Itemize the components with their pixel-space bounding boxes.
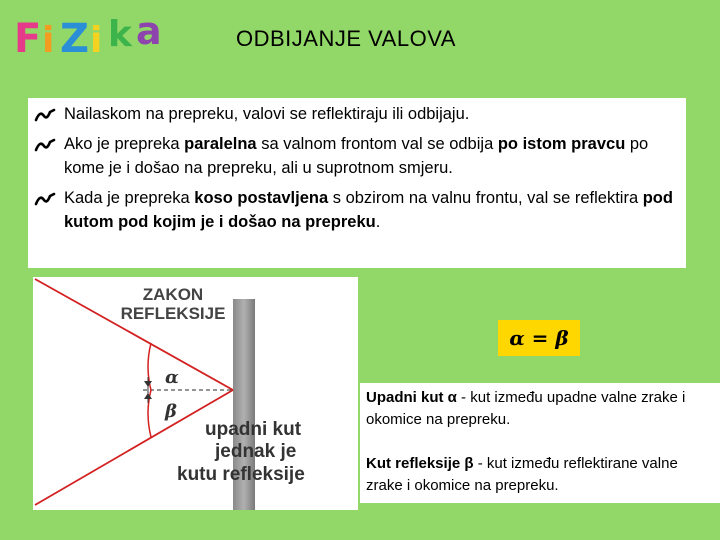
reflected-ray bbox=[35, 390, 233, 505]
definition-text: - kut između upadne valne zrake i okomice na prepreku. bbox=[366, 389, 686, 428]
emphasis-text: pod kutom pod kojim je i došao na prepreku bbox=[64, 189, 673, 231]
emphasis-text: paralelna bbox=[184, 135, 257, 153]
reflection-diagram-svg bbox=[33, 277, 358, 510]
law-heading: REFLEKSIJE bbox=[120, 304, 226, 323]
logo-letter: a bbox=[136, 9, 162, 53]
logo-letter: Z bbox=[60, 16, 90, 60]
law-heading: ZAKON bbox=[142, 285, 204, 304]
fizika-logo bbox=[10, 8, 170, 60]
diagram-caption: kutu refleksije bbox=[177, 464, 305, 485]
diagram-caption: upadni kut bbox=[205, 419, 302, 440]
logo-letter: i bbox=[42, 20, 55, 60]
definition-term: Upadni kut α bbox=[366, 389, 457, 406]
formula-box: α = β bbox=[498, 320, 580, 356]
page-title: ODBIJANJE VALOVA bbox=[236, 26, 456, 51]
incident-ray bbox=[35, 279, 233, 390]
reflection-diagram bbox=[33, 277, 358, 510]
definition-item bbox=[366, 387, 716, 431]
bullet-item bbox=[34, 132, 684, 180]
alpha-label: α bbox=[165, 367, 179, 388]
beta-label: β bbox=[165, 401, 177, 422]
bullet-text: Kada je prepreka koso postavljena s obzirom na valnu frontu, val se reflektira pod kutom pod kojim je i došao na prepreku. bbox=[64, 189, 673, 231]
definition-term: Kut refleksije β bbox=[366, 455, 474, 472]
emphasis-text: po istom pravcu bbox=[497, 135, 626, 153]
diagram-caption: jednak je bbox=[215, 441, 297, 462]
bullet-text: Nailaskom na prepreku, valovi se reflektiraju ili odbijaju. bbox=[64, 105, 470, 123]
bullet-text: Ako je prepreka paralelna sa valnom frontom val se odbija po istom pravcu po kome je i došao na prepreku, ali u suprotnom smjeru. bbox=[64, 135, 649, 177]
definitions-box bbox=[360, 383, 720, 503]
swirl-bullet-icon bbox=[34, 192, 56, 206]
logo-letter: F bbox=[14, 16, 42, 60]
definition-text: - kut između reflektirane valne zrake i okomice na prepreku. bbox=[366, 455, 678, 494]
bullet-item bbox=[34, 186, 684, 234]
emphasis-text: koso postavljena bbox=[194, 189, 329, 207]
logo-letter: i bbox=[90, 20, 103, 60]
logo-letter: k bbox=[108, 14, 132, 55]
intro-text-box bbox=[28, 98, 686, 268]
swirl-bullet-icon bbox=[34, 108, 56, 122]
definition-item bbox=[366, 453, 716, 497]
swirl-bullet-icon bbox=[34, 138, 56, 152]
bullet-item bbox=[34, 102, 684, 126]
